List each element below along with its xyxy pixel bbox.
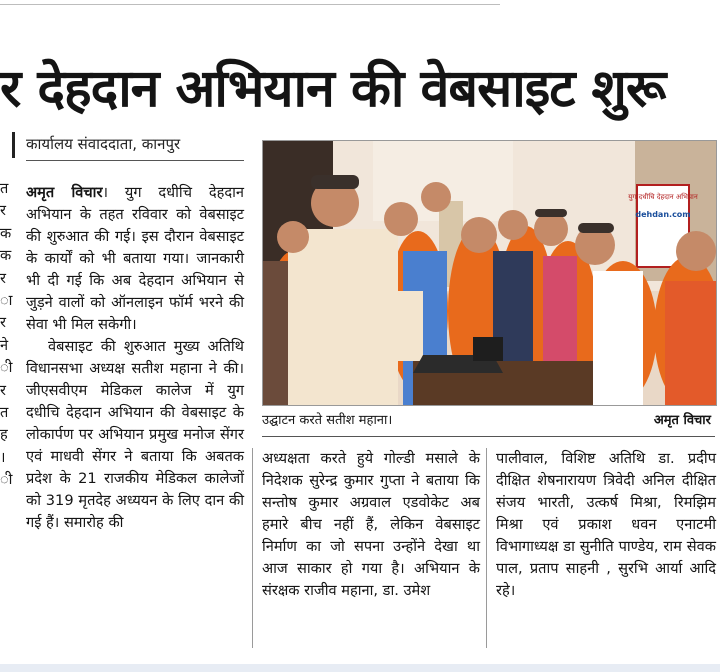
edge-fragment: र	[0, 269, 6, 287]
middle-column	[262, 448, 480, 648]
right-column-text: पालीवाल, विशिष्ट अतिथि डा. प्रदीप दीक्षित शेषनारायण त्रिवेदी अनिल दीक्षित संजय भारती, उत्कर्ष मिश्रा, रिमझिम मिश्रा एवं प्रकाश धवन एनाटमी विभागाध्यक्ष डा सुनीति पाण्डेय, राम सेवक पाल, प्रताप साहनी , सुरभि आर्या आदि रहे।	[496, 450, 716, 599]
middle-column-text: अध्यक्षता करते हुये गोल्डी मसाले के निदेशक सुरेन्द्र कुमार गुप्ता ने बताया कि सन्तोष कुमार अग्रवाल एडवोकेट अब हमारे बीच नहीं हैं, लेकिन वेबसाइट निर्माण का जो सपना उन्होंने देखा था आज साकार हो गया है। अभियान के संरक्षक राजीव महाना, डा. उमेश	[262, 450, 480, 599]
bottom-strip	[0, 664, 720, 672]
photo-illustration	[263, 141, 716, 405]
headline: र देहदान अभियान की वेबसाइट शुरू	[0, 59, 666, 119]
caption-rule	[262, 436, 715, 437]
edge-fragment: ने	[0, 336, 9, 354]
sign-website: dehdan.com	[635, 210, 691, 219]
edge-fragment: त	[0, 180, 9, 197]
column-rule	[486, 448, 487, 648]
left-para-1-text: । युग दधीचि देहदान अभियान के तहत रविवार को वेबसाइट की शुरुआत की गई। इस दौरान वेबसाइट के कार्यों को भी बताया गया। जानकारी भी दी गई कि अब देहदान अभियान से जुड़ने वालों को ऑनलाइन फॉर्म भरने की सेवा भी मिल सकेगी।	[26, 184, 244, 333]
edge-fragment: क	[0, 224, 12, 242]
edge-fragment: र	[0, 314, 6, 332]
byline-rule	[26, 160, 244, 161]
neighbour-column-fragments	[0, 178, 14, 491]
edge-fragment: र	[0, 202, 6, 220]
left-para-2: वेबसाइट की शुरुआत मुख्य अतिथि विधानसभा अध्यक्ष सतीश महाना ने की। जीएसवीएम मेडिकल कालेज में युग दधीचि देहदान अभियान की वेबसाइट के लोकार्पण पर अभियान प्रमुख मनोज सेंगर एवं माधवी सेंगर ने बताया कि अबतक प्रदेश के 21 राजकीय मेडिकल कालेजों को 319 मृतदेह अध्ययन के लिए दान की गई हैं। समारोह की	[26, 338, 244, 531]
lead-dateline: अमृत विचार	[26, 184, 103, 201]
edge-fragment: त	[0, 403, 9, 421]
event-photo	[262, 140, 717, 406]
left-column	[26, 182, 244, 642]
top-rule	[0, 4, 500, 5]
photo-caption: उद्घाटन करते सतीश महाना।	[262, 413, 393, 428]
edge-fragment: क	[0, 247, 12, 265]
byline: कार्यालय संवाददाता, कानपुर	[26, 135, 181, 153]
edge-fragment: ा	[0, 291, 13, 309]
right-column	[496, 448, 716, 648]
edge-fragment: ह	[0, 426, 8, 444]
edge-fragment: र	[0, 381, 6, 399]
photo-caption-bar	[262, 410, 715, 432]
byline-marker	[12, 132, 15, 158]
edge-fragment: ।	[0, 448, 6, 466]
edge-fragment: ी	[0, 471, 13, 489]
photo-credit: अमृत विचार	[653, 413, 711, 428]
edge-fragment: ी	[0, 359, 13, 377]
left-para-1	[26, 182, 244, 336]
column-rule	[252, 448, 253, 648]
sign-title: युग दधीचि देहदान अभियान	[628, 193, 698, 201]
